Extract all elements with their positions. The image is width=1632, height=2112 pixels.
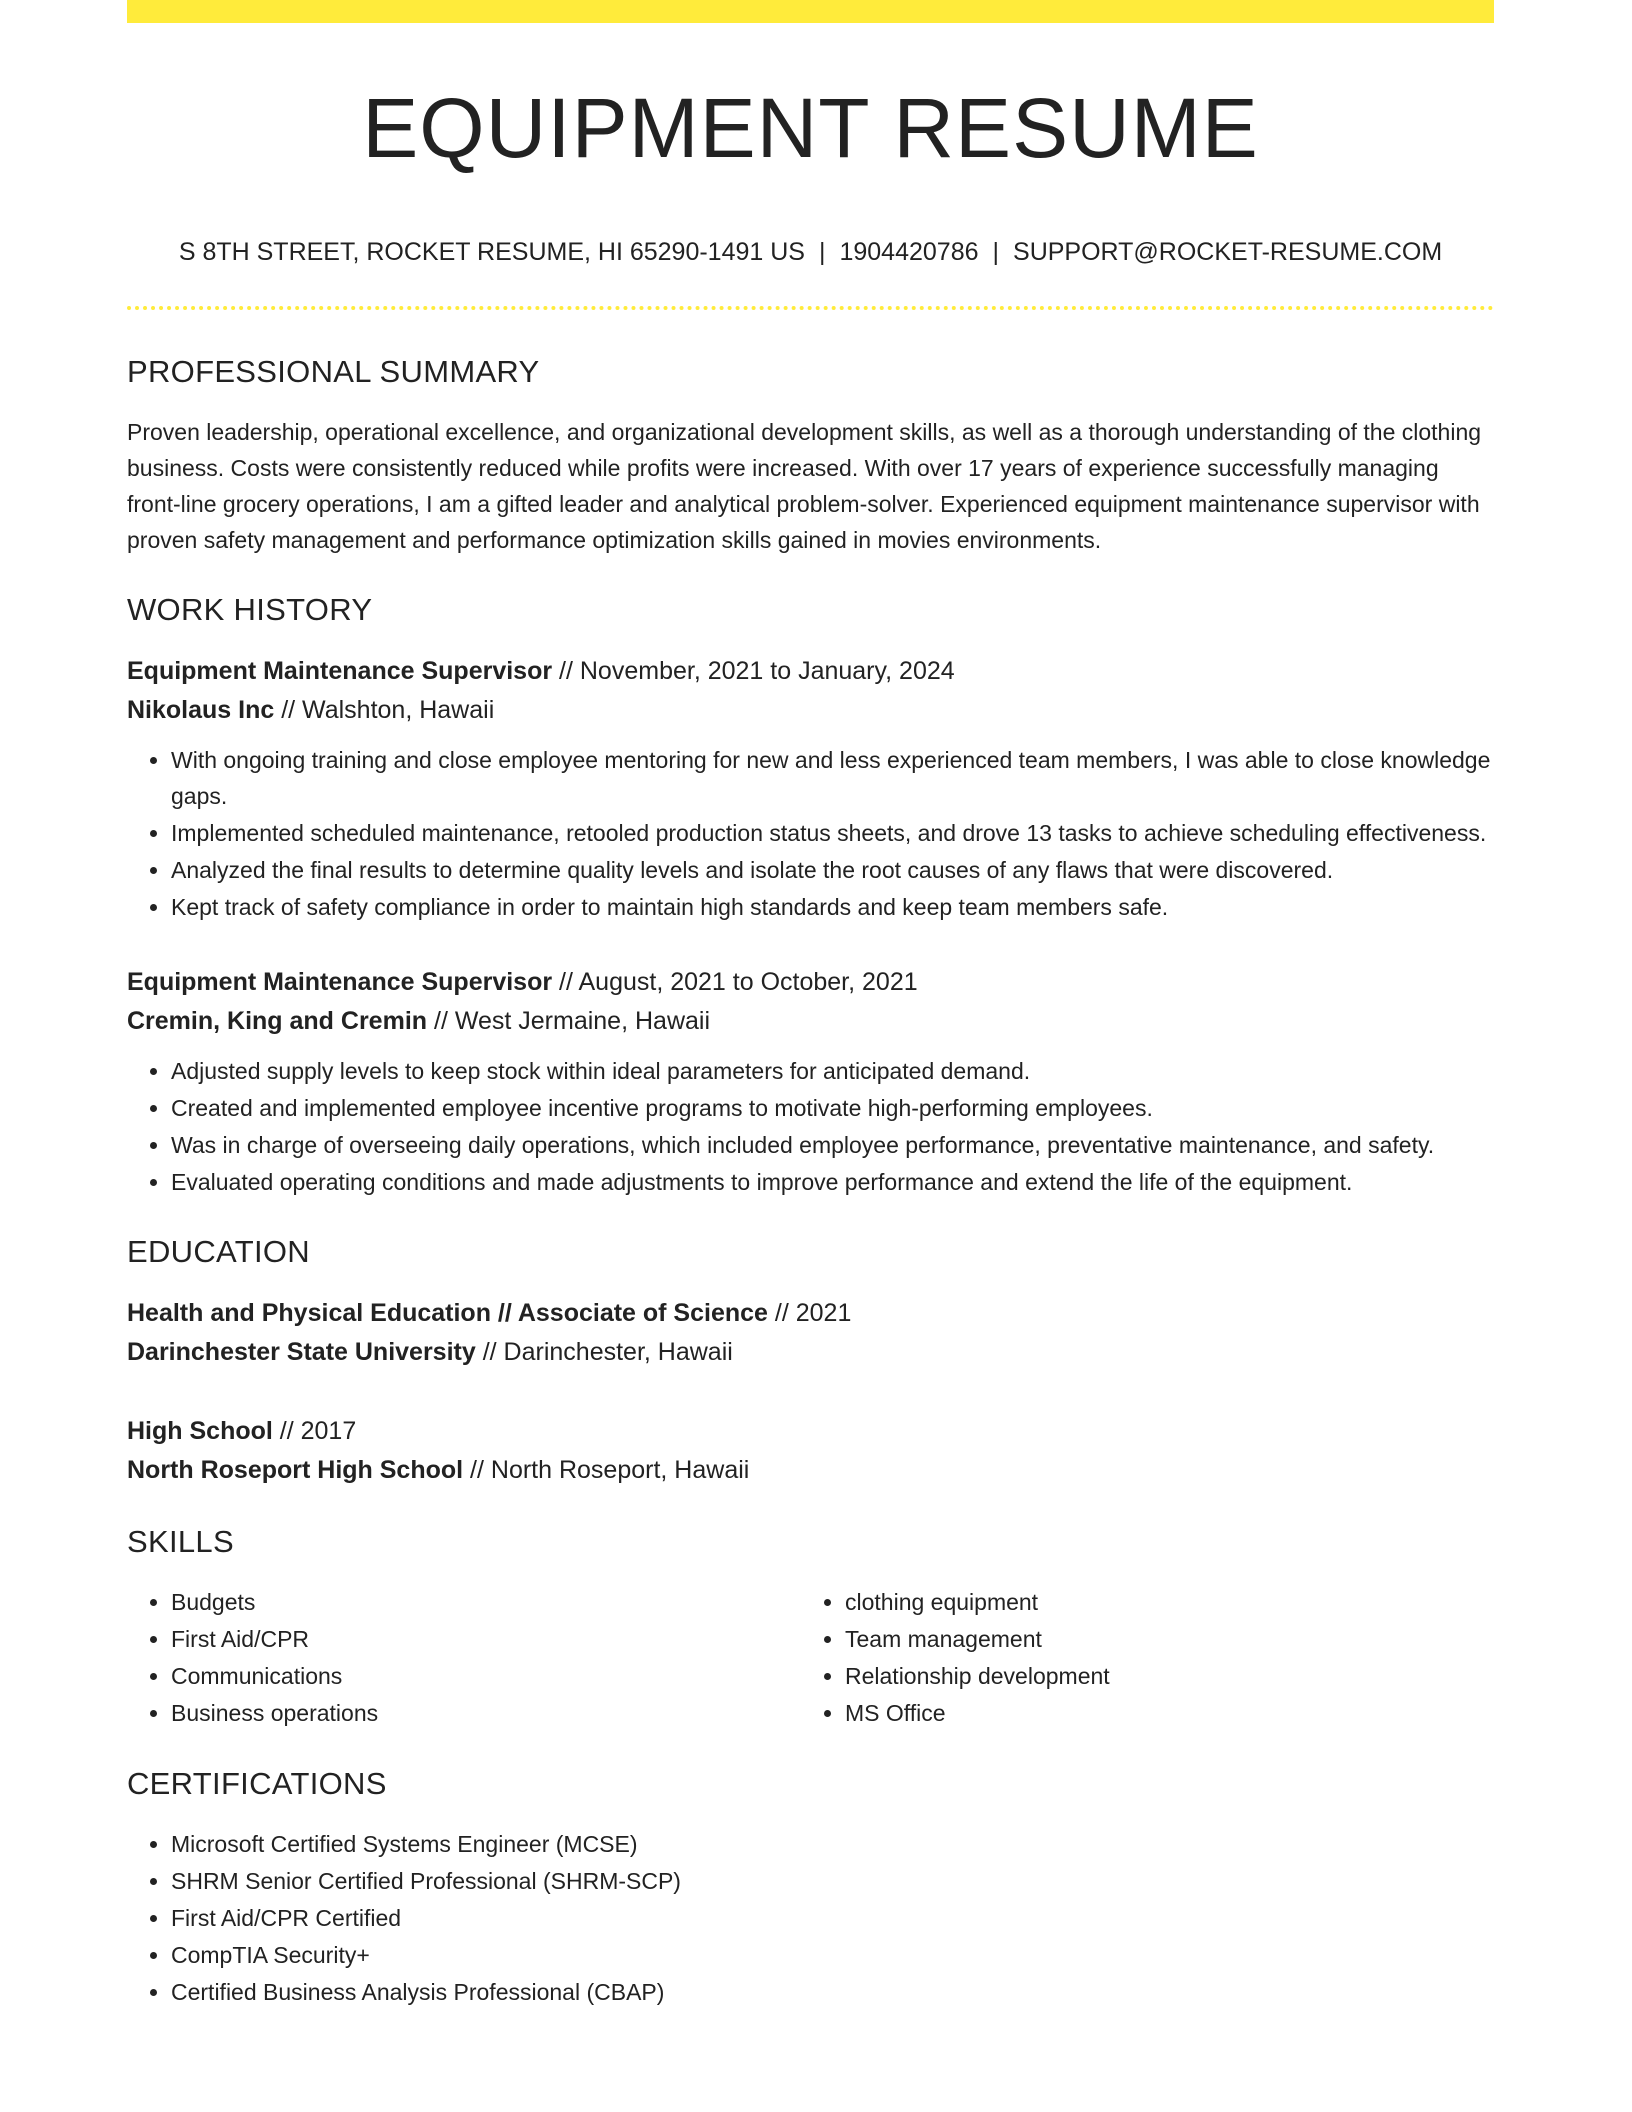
job-bullet: • Created and implemented employee incentive programs to motivate high-performing employees.	[171, 1090, 1494, 1126]
resume-name: EQUIPMENT RESUME	[362, 81, 1259, 175]
job-role: Equipment Maintenance Supervisor	[127, 968, 553, 996]
job-dates: // November, 2021 to January, 2024	[552, 657, 955, 685]
job-role-line	[127, 652, 1494, 691]
job-location: // Walshton, Hawaii	[274, 696, 495, 724]
job-bullets	[127, 1053, 1494, 1200]
accent-top-bar	[127, 0, 1494, 23]
contact-separator: |	[818, 238, 826, 266]
skill-item: • Team management	[845, 1621, 1475, 1657]
skill-item: • MS Office	[845, 1695, 1475, 1731]
education-degree-line	[127, 1412, 1494, 1451]
certification-item: • SHRM Senior Certified Professional (SHRM-SCP)	[171, 1863, 1494, 1899]
education-location: // North Roseport, Hawaii	[463, 1456, 750, 1484]
certification-item: • First Aid/CPR Certified	[171, 1900, 1494, 1936]
job-bullet: • Implemented scheduled maintenance, retooled production status sheets, and drove 13 tasks to achieve scheduling effectiveness.	[171, 815, 1494, 851]
skills-grid	[127, 1584, 1494, 1732]
skill-item: • First Aid/CPR	[171, 1621, 801, 1657]
job-dates: // August, 2021 to October, 2021	[552, 968, 918, 996]
job-bullet: • Analyzed the final results to determine quality levels and isolate the root causes of any flaws that were discovered.	[171, 852, 1494, 888]
certification-item: • Microsoft Certified Systems Engineer (MCSE)	[171, 1826, 1494, 1862]
job-company: Cremin, King and Cremin	[127, 1007, 428, 1035]
education-school-line	[127, 1333, 1494, 1372]
education-entry	[127, 1294, 1494, 1372]
certifications-list	[127, 1826, 1494, 2010]
education-title: EDUCATION	[127, 1234, 310, 1269]
contact-phone: 1904420786	[839, 238, 979, 266]
contact-email: SUPPORT@ROCKET-RESUME.COM	[1013, 238, 1443, 266]
skills-section	[127, 1520, 1494, 1732]
job-bullet: • Was in charge of overseeing daily operations, which included employee performance, preventative maintenance, and safety.	[171, 1127, 1494, 1163]
education-school-line	[127, 1451, 1494, 1490]
skill-item: • clothing equipment	[845, 1584, 1475, 1620]
job-entry	[127, 652, 1494, 925]
certifications-title: CERTIFICATIONS	[127, 1766, 387, 1801]
job-company-line	[127, 1002, 1494, 1041]
job-company-line	[127, 691, 1494, 730]
education-year: // 2021	[767, 1299, 852, 1327]
work-history-section	[127, 588, 1494, 1200]
certification-item: • CompTIA Security+	[171, 1937, 1494, 1973]
contact-address: S 8TH STREET, ROCKET RESUME, HI 65290-1491 US	[178, 238, 805, 266]
skill-item: • Communications	[171, 1658, 801, 1694]
education-year: // 2017	[272, 1417, 357, 1445]
education-degree-line	[127, 1294, 1494, 1333]
skills-title: SKILLS	[127, 1524, 234, 1559]
education-school: North Roseport High School	[127, 1456, 464, 1484]
job-company: Nikolaus Inc	[127, 696, 275, 724]
skill-item: • Budgets	[171, 1584, 801, 1620]
education-degree: Health and Physical Education // Associate of Science	[127, 1299, 768, 1327]
summary-title: PROFESSIONAL SUMMARY	[127, 354, 540, 389]
job-bullet: • With ongoing training and close employee mentoring for new and less experienced team members, I was able to close knowledge gaps.	[171, 742, 1494, 814]
contact-line	[127, 234, 1494, 270]
education-degree: High School	[127, 1417, 273, 1445]
dotted-divider	[127, 306, 1494, 310]
resume-body	[127, 350, 1494, 2011]
certification-item: • Certified Business Analysis Professional (CBAP)	[171, 1974, 1494, 2010]
job-entry	[127, 963, 1494, 1200]
job-bullet: • Evaluated operating conditions and made adjustments to improve performance and extend the life of the equipment.	[171, 1164, 1494, 1200]
education-entry	[127, 1412, 1494, 1490]
job-bullet: • Kept track of safety compliance in order to maintain high standards and keep team members safe.	[171, 889, 1494, 925]
job-bullets	[127, 742, 1494, 925]
summary-text: Proven leadership, operational excellence, and organizational development skills, as well as a thorough understanding of the clothing business. Costs were consistently reduced while profits were increased. With over 17 years of experience successfully managing front-line grocery operations, I am a gifted leader and analytical problem-solver. Experienced equipment maintenance supervisor with proven safety management and performance optimization skills gained in movies environments.	[127, 419, 1482, 553]
job-role-line	[127, 963, 1494, 1002]
work-history-title: WORK HISTORY	[127, 592, 373, 627]
skills-column-right	[801, 1584, 1475, 1732]
education-school: Darinchester State University	[127, 1338, 476, 1366]
skill-item: • Business operations	[171, 1695, 801, 1731]
job-location: // West Jermaine, Hawaii	[427, 1007, 711, 1035]
job-role: Equipment Maintenance Supervisor	[127, 657, 553, 685]
skill-item: • Relationship development	[845, 1658, 1475, 1694]
contact-separator: |	[992, 238, 1000, 266]
education-location: // Darinchester, Hawaii	[475, 1338, 733, 1366]
summary-section	[127, 350, 1494, 558]
skills-column-left	[127, 1584, 801, 1732]
job-bullet: • Adjusted supply levels to keep stock within ideal parameters for anticipated demand.	[171, 1053, 1494, 1089]
education-section	[127, 1230, 1494, 1490]
certifications-section	[127, 1762, 1494, 2010]
